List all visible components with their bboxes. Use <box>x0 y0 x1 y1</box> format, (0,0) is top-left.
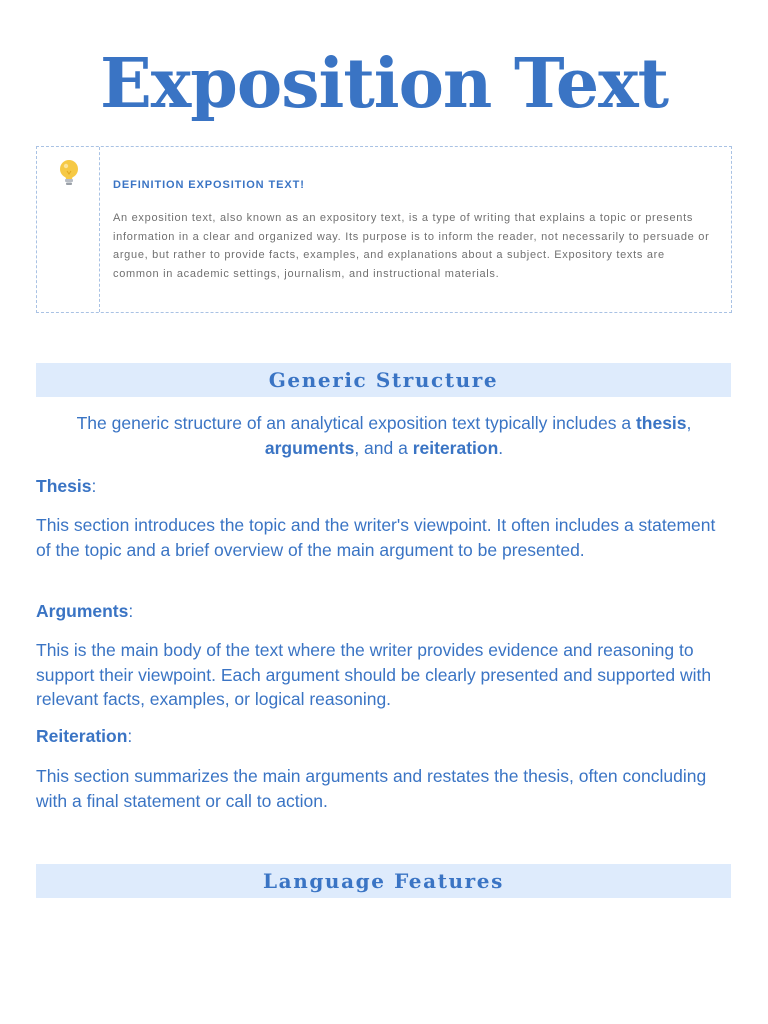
thesis-text: This section introduces the topic and the writer's viewpoint. It often includes a statement of the topic and a brief overview of the main argument to be presented. <box>36 515 716 560</box>
section-heading-language-features: Language Features <box>36 864 731 898</box>
lightbulb-icon <box>58 159 80 187</box>
definition-heading: DEFINITION EXPOSITION TEXT! <box>113 179 305 191</box>
definition-icon-cell <box>37 147 100 312</box>
arguments-label-colon: : <box>128 601 134 621</box>
arguments-label <box>36 599 732 624</box>
reiteration-label <box>36 724 732 749</box>
definition-body: An exposition text, also known as an expository text, is a type of writing that explains a topic or presents information in a clear and organized way. Its purpose is to inform the reader, not necessarily to persuade or argue, but rather to provide facts, examples, and explanations about a subject. Expository texts are common in academic settings, journalism, and instructional materials. <box>113 212 710 280</box>
intro-text: The generic structure of an analytical exposition text typically includes a <box>76 413 636 433</box>
arguments-label-text: Arguments <box>36 601 129 621</box>
intro-term-reiteration: reiteration <box>412 437 499 458</box>
thesis-label-text: Thesis <box>36 476 92 496</box>
reiteration-label-text: Reiteration <box>36 726 128 746</box>
structure-intro <box>30 411 738 460</box>
reiteration-text: This section summarizes the main arguments and restates the thesis, often concluding with a final statement or call to action. <box>36 766 707 811</box>
intro-separator: , <box>686 413 692 433</box>
section-heading-generic-structure: Generic Structure <box>36 363 731 397</box>
reiteration-label-colon: : <box>127 726 133 746</box>
arguments-text: This is the main body of the text where the writer provides evidence and reasoning to support their viewpoint. Each argument should be clearly presented and supported with relevant facts, examples, or logical reasoning. <box>36 640 712 709</box>
thesis-label <box>36 474 732 499</box>
thesis-label-colon: : <box>91 476 97 496</box>
definition-box <box>36 146 732 313</box>
intro-term-arguments: arguments <box>264 437 355 458</box>
intro-term-thesis: thesis <box>635 413 687 433</box>
page-title: Exposition Text <box>99 44 669 124</box>
intro-separator: , and a <box>354 437 413 458</box>
intro-end: . <box>498 437 504 458</box>
